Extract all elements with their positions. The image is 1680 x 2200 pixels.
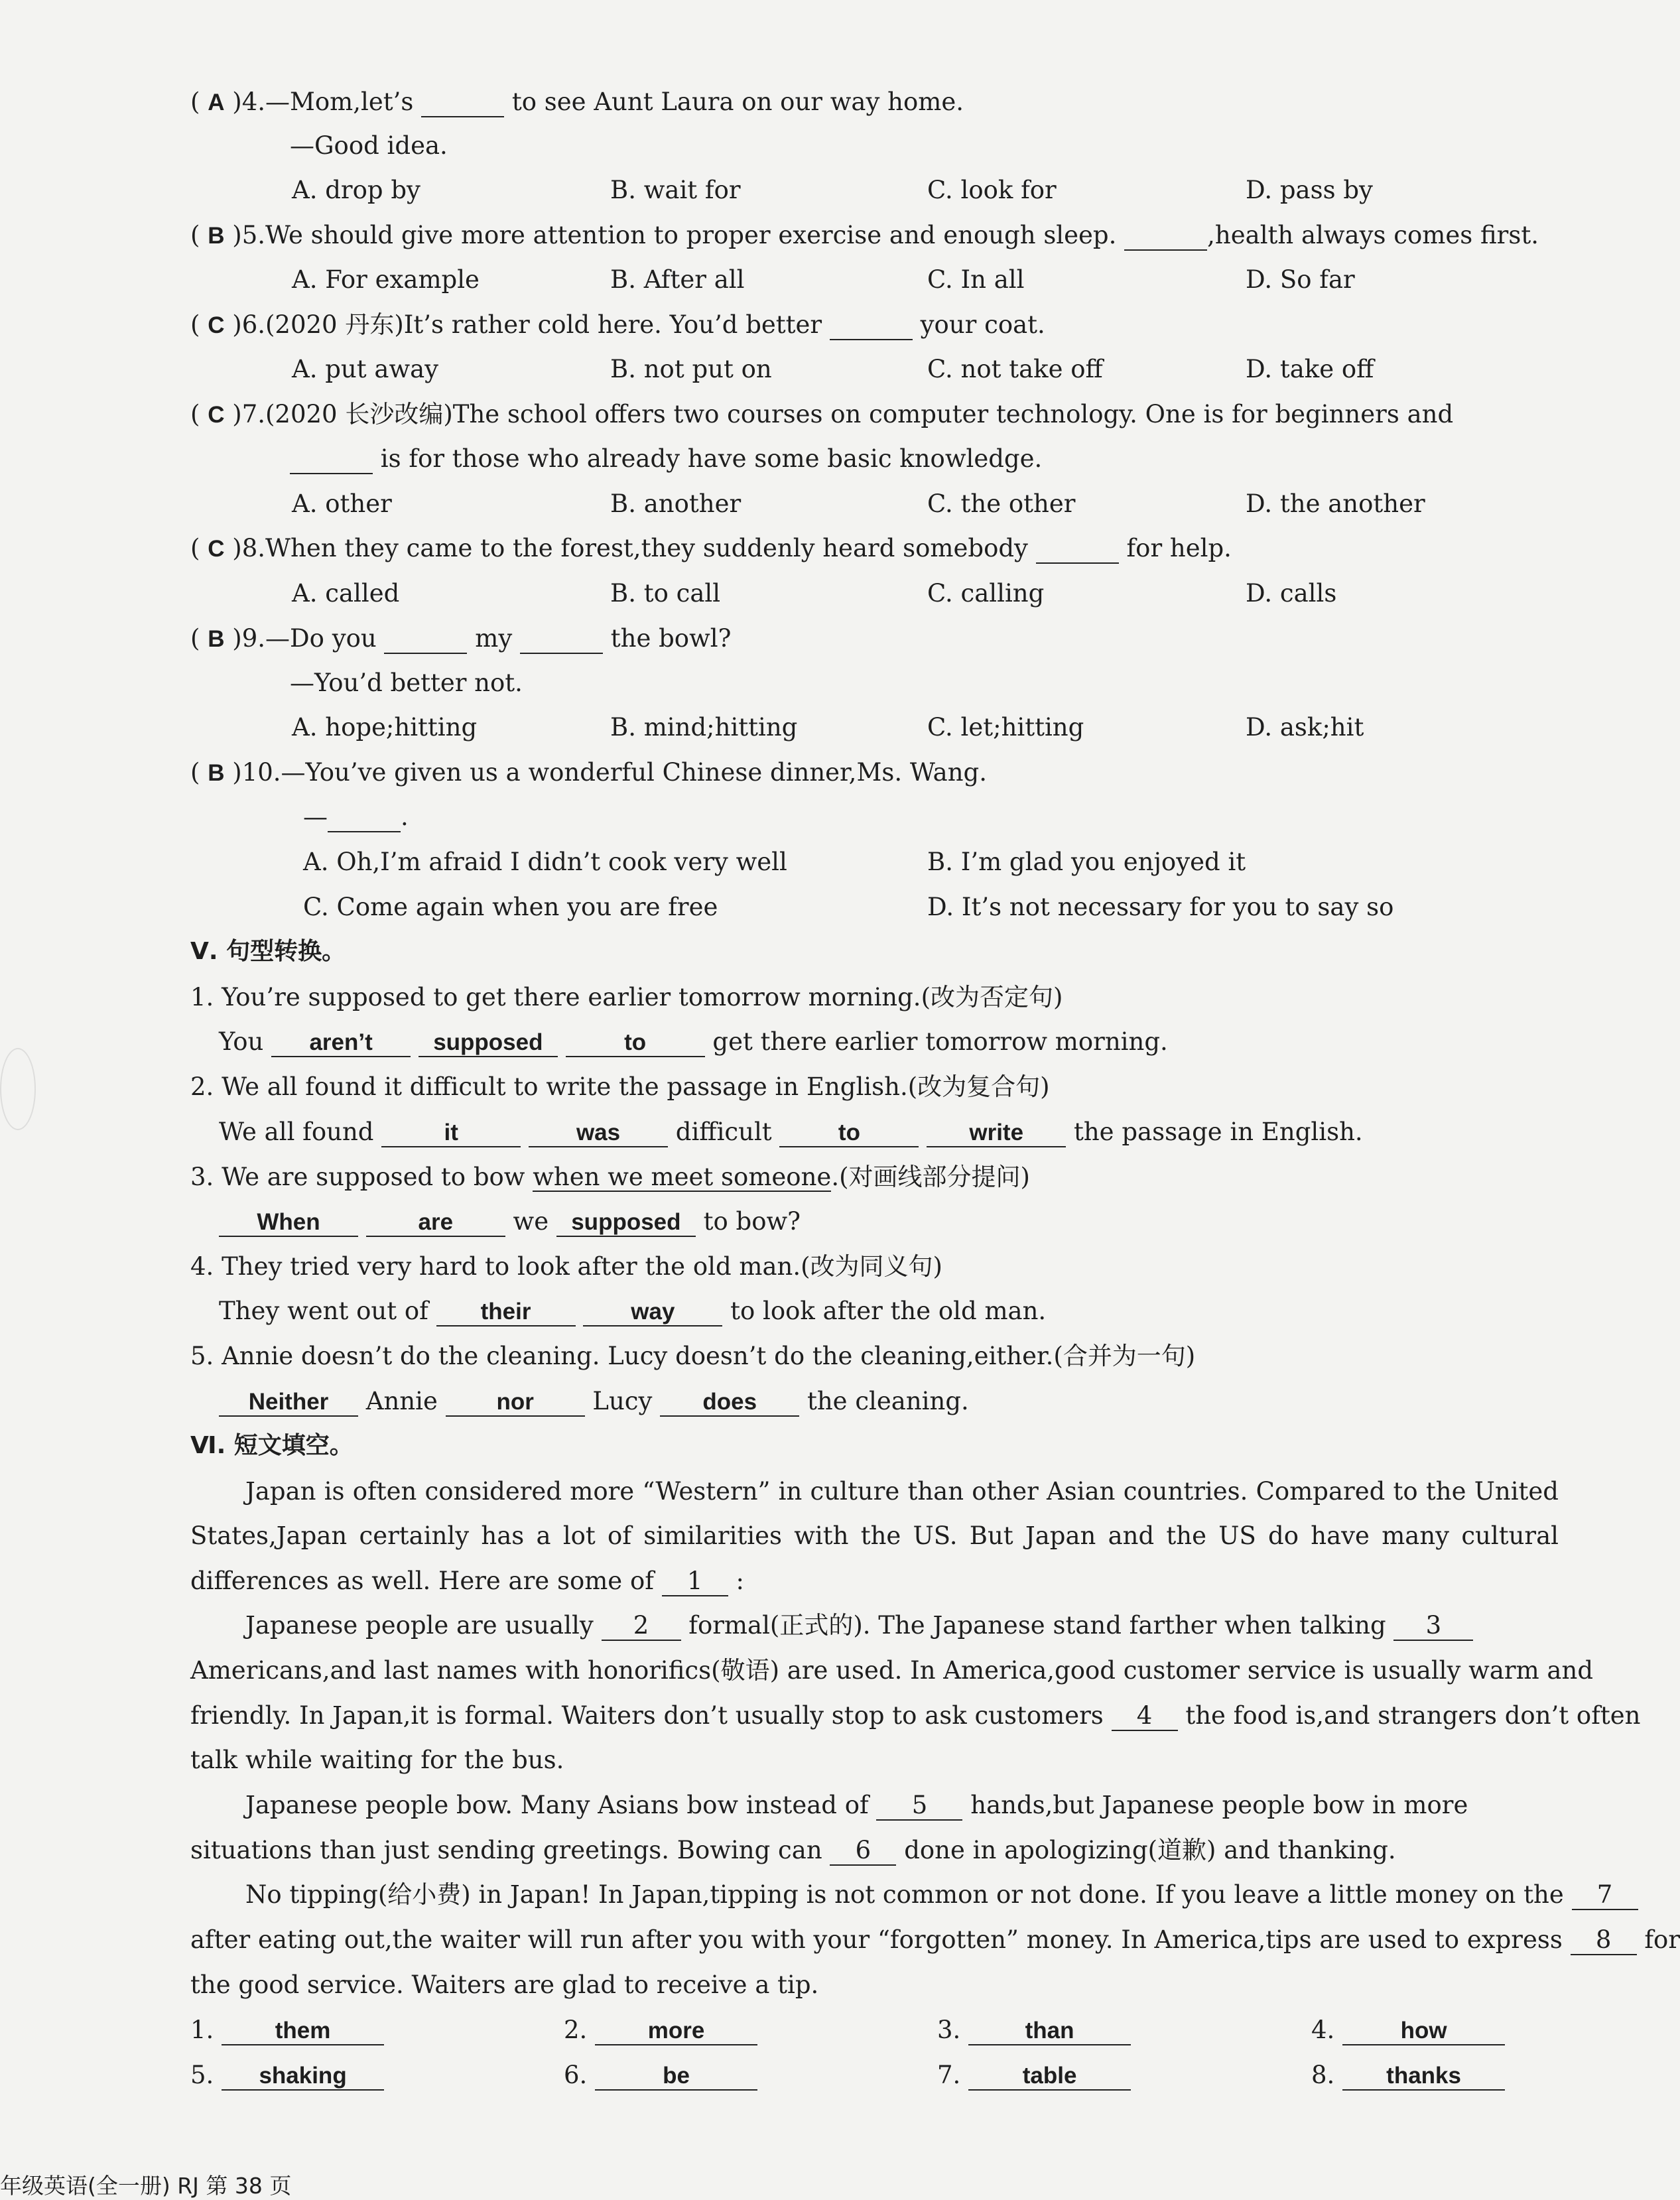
transform-answer-2: We all found it was difficult to write the passage in English.: [219, 1118, 1363, 1146]
answer-cell-1: 1. them: [190, 2018, 384, 2045]
mc-question-8: ( C )8.When they came to the forest,they suddenly heard somebody for help.: [190, 534, 1232, 562]
transform-answer-1: You aren’t supposed to get there earlier tomorrow morning.: [219, 1027, 1168, 1056]
passage-line: after eating out,the waiter will run after you with your “forgotten” money. In America,tips are used to express 8 for: [190, 1925, 1680, 1954]
answer-letter: A: [208, 90, 225, 115]
passage-line: talk while waiting for the bus.: [190, 1746, 564, 1774]
transform-answer-5: Neither Annie nor Lucy does the cleaning.: [219, 1389, 969, 1417]
answer-cell-3: 3. than: [937, 2018, 1131, 2045]
section-title-5: Ⅴ. 句型转换。: [190, 938, 346, 965]
section-title-6: Ⅵ. 短文填空。: [190, 1432, 354, 1459]
mc-question-7: ( C )7.(2020 长沙改编)The school offers two courses on computer technology. One is for beginners and: [190, 400, 1454, 428]
passage-line: the good service. Waiters are glad to receive a tip.: [190, 1971, 819, 1999]
passage-line: differences as well. Here are some of 1 :: [190, 1567, 744, 1595]
mc-question-7-cont: is for those who already have some basic knowledge.: [290, 446, 1042, 474]
answer-cell-2: 2. more: [564, 2018, 757, 2045]
mc-question-9: ( B )9.—Do you my the bowl?: [190, 624, 732, 653]
margin-smudge: [0, 1048, 36, 1130]
answer-cell-6: 6. be: [564, 2063, 757, 2091]
dialog-line: — .: [303, 803, 409, 831]
passage-line: Japanese people bow. Many Asians bow instead of 5 hands,but Japanese people bow in more: [245, 1791, 1468, 1819]
mc-question-5: ( B )5.We should give more attention to proper exercise and enough sleep. ,health always comes first.: [190, 221, 1539, 249]
transform-answer-3: When are we supposed to bow?: [219, 1209, 801, 1237]
transform-question-1: 1. You’re supposed to get there earlier tomorrow morning.(改为否定句): [190, 983, 1063, 1011]
answer-cell-8: 8. thanks: [1311, 2063, 1505, 2091]
mc-question-4: ( A )4.—Mom,let’s to see Aunt Laura on our way home.: [190, 88, 964, 116]
transform-answer-4: They went out of their way to look after the old man.: [219, 1297, 1047, 1325]
passage-line: friendly. In Japan,it is formal. Waiters don’t usually stop to ask customers 4 the food is,and strangers don’t often: [190, 1701, 1641, 1730]
worksheet-page: ( A )4.—Mom,let’s to see Aunt Laura on our way home. —Good idea. A. drop by B. wait for C. look for D. pass by ( B )5.We should give more attention to proper exercise and enough sleep. ,health always comes first. A. For example B. After all C. In all D. So far ( C )6.(2020 丹东)It’s rather cold here. You’d better your coat. A. put away B. not put on C. not take off D. take off ( C )7.(2020 长沙改编)The school offers two courses on computer technology. One is for beginners and is for those who already have some basic knowledge. A. other B. another C. the other D. the another ( C )8.When they came to the forest,they suddenly heard somebody for help. A. called B. to call C. calling D. calls ( B )9.—Do you my the bowl? —You’d better not. A. hope;hitting B. mind;hitting C. let;hitting D. ask;hit ( B )10.—You’ve given us a wonderful Chinese dinner,Ms. Wang. — . A. Oh,I’m afraid I didn’t cook very well B. I’m glad you enjoyed it C. Come again when you are free D. It’s not necessary for you to say so Ⅴ. 句型转换。 1. You’re supposed to get there earlier tomorrow morning.(改为否定句) You aren’t supposed to get there earlier tomorrow morning. 2. We all found it difficult to write the passage in English.(改为复合句) We all found it was difficult to write the passage in English. 3. We are supposed to bow when we meet someone.(对画线部分提问) When are we supposed to bow? 4. They tried very hard to look after the old man.(改为同义句) They went out of their way to look after the old man. 5. Annie doesn’t do the cleaning. Lucy doesn’t do the cleaning,either.(合并为一句) Neither Annie nor Lucy does the cleaning. Ⅵ. 短文填空。 Japan is often considered more “Western” in culture than other Asian countries. Compared to the United States,Japan certainly has a lot of similarities with the US. But Japan and the US do have many cultural differences as well. Here are some of 1 : Japanese people are usually 2 formal(正式的). The Japanese stand farther when talking 3 Americans,and last names with honorifics(敬语) are used. In America,good customer service is usually warm and friendly. In Japan,it is formal. Waiters don’t usually stop to ask customers 4 the food is,and strangers don’t often talk while waiting for the bus. Japanese people bow. Many Asians bow instead of 5 hands,but Japanese people bow in more situations than just sending greetings. Bowing can 6 done in apologizing(道歉) and thanking. No tipping(给小费) in Japan! In Japan,tipping is not common or not done. If you leave a little money on the 7 after eating out,the waiter will run after you with your “forgotten” money. In America,tips are used to express 8 for the good service. Waiters are glad to receive a tip. 1. them 2. more 3. than 4. how 5. shaking 6. be 7. table 8. thanks 年级英语(全一册) RJ 第 38 页: [0, 88, 1680, 2199]
dialog-line: —Good idea.: [290, 131, 448, 160]
transform-question-5: 5. Annie doesn’t do the cleaning. Lucy doesn’t do the cleaning,either.(合并为一句): [190, 1342, 1196, 1370]
passage-line: Americans,and last names with honorifics(敬语) are used. In America,good customer service is usually warm and: [190, 1656, 1593, 1685]
answer-cell-7: 7. table: [937, 2063, 1131, 2091]
passage-line: States,Japan certainly has a lot of similarities with the US. But Japan and the US do have many cultural: [190, 1521, 1559, 1550]
answer-cell-5: 5. shaking: [190, 2063, 384, 2091]
transform-question-4: 4. They tried very hard to look after the old man.(改为同义句): [190, 1252, 942, 1281]
transform-question-2: 2. We all found it difficult to write the passage in English.(改为复合句): [190, 1072, 1050, 1101]
mc-question-10: ( B )10.—You’ve given us a wonderful Chinese dinner,Ms. Wang.: [190, 758, 987, 787]
mc-question-6: ( C )6.(2020 丹东)It’s rather cold here. You’d better your coat.: [190, 310, 1045, 339]
passage-line: Japan is often considered more “Western” in culture than other Asian countries. Compared to the United: [245, 1477, 1559, 1506]
passage-line: No tipping(给小费) in Japan! In Japan,tipping is not common or not done. If you leave a little money on the 7: [245, 1882, 1638, 1910]
dialog-line: —You’d better not.: [290, 669, 523, 697]
page-footer: 年级英语(全一册) RJ 第 38 页: [0, 2173, 292, 2199]
passage-line: situations than just sending greetings. Bowing can 6 done in apologizing(道歉) and thanking.: [190, 1836, 1396, 1864]
passage-line: Japanese people are usually 2 formal(正式的). The Japanese stand farther when talking 3: [245, 1613, 1473, 1641]
answer-cell-4: 4. how: [1311, 2018, 1505, 2045]
transform-question-3: 3. We are supposed to bow when we meet someone.(对画线部分提问): [190, 1163, 1030, 1191]
